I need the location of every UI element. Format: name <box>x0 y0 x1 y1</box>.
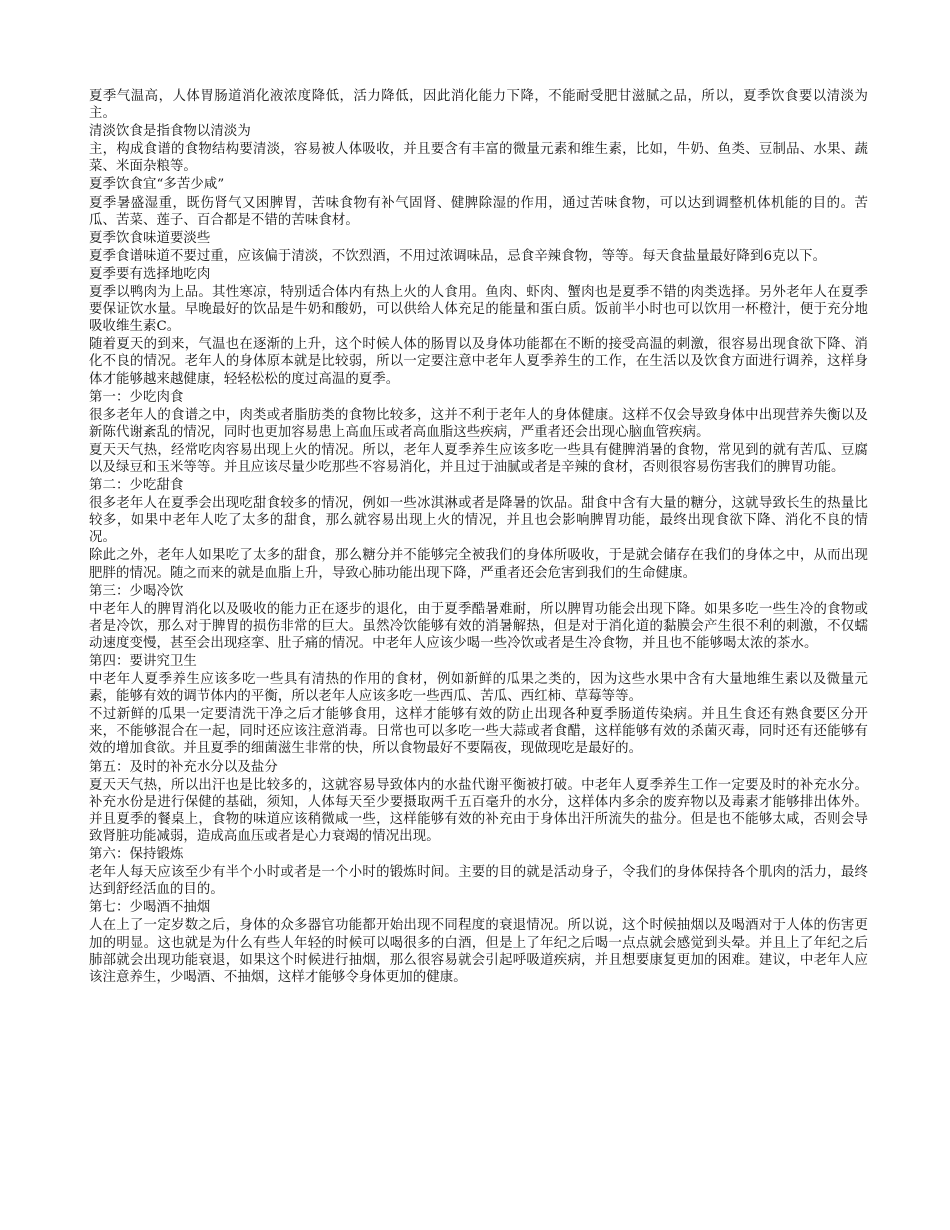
section-heading: 第七：少喝酒不抽烟 <box>89 900 211 916</box>
section-heading: 清淡饮食是指食物以清淡为 <box>89 124 251 140</box>
section-heading: 夏季要有选择地吃肉 <box>89 266 211 282</box>
body-paragraph: 很多老年人在夏季会出现吃甜食较多的情况，例如一些冰淇淋或者是降暑的饮品。甜食中含有大量的糖分，这就导致长生的热量比较多，如果中老年人吃了太多的甜食，那么就容易出现上火的情况，并且也会影响脾胃功能，最终出现食欲下降、消化不良的情况。 <box>89 496 868 546</box>
section-heading: 夏季饮食味道要淡些 <box>89 230 211 246</box>
body-paragraph: 中老年人夏季养生应该多吃一些具有清热的作用的食材，例如新鲜的瓜果之类的，因为这些水果中含有大量地维生素以及微量元素，能够有效的调节体内的平衡，所以老年人应该多吃一些西瓜、苦瓜、西红柿、草莓等等。 <box>89 672 868 705</box>
section-heading: 第二：少吃甜食 <box>89 478 184 494</box>
section-heading: 第三：少喝冷饮 <box>89 583 184 599</box>
section-heading: 第六：保持锻炼 <box>89 847 184 863</box>
body-paragraph: 除此之外，老年人如果吃了太多的甜食，那么糖分并不能够完全被我们的身体所吸收，于是就会储存在我们的身体之中，从而出现肥胖的情况。随之而来的就是血脂上升，导致心肺功能出现下降，严重者还会危害到我们的生命健康。 <box>89 548 868 581</box>
section-heading: 第五：及时的补充水分以及盐分 <box>89 759 278 775</box>
body-paragraph: 夏天天气热，所以出汗也是比较多的，这就容易导致体内的水盐代谢平衡被打破。中老年人夏季养生工作一定要及时的补充水分。补充水份是进行保健的基础，须知，人体每天至少要摄取两千五百毫升的水分，这样体内多余的废弃物以及毒素才能够排出体外。并且夏季的餐桌上，食物的味道应该稍微咸一些，这样能够有效的补充由于身体出汗所流失的盐分。但是也不能够太咸，否则会导致肾脏功能减弱，造成高血压或者是心力衰竭的情况出现。 <box>89 777 868 844</box>
body-paragraph: 人在上了一定岁数之后，身体的众多器官功能都开始出现不同程度的衰退情况。所以说，这个时候抽烟以及喝酒对于人体的伤害更加的明显。这也就是为什么有些人年轻的时候可以喝很多的白酒，但是上了年纪之后喝一点点就会感觉到头晕。并且上了年纪之后肺部就会出现功能衰退，如果这个时候进行抽烟，那么很容易就会引起呼吸道疾病，并且想要康复更加的困难。建议，中老年人应该注意养生，少喝酒、不抽烟，这样才能够令身体更加的健康。 <box>89 918 868 985</box>
body-paragraph: 随着夏天的到来，气温也在逐渐的上升，这个时候人体的肠胃以及身体功能都在不断的接受高温的刺激，很容易出现食欲下降、消化不良的情况。老年人的身体原本就是比较弱，所以一定要注意中老年人夏季养生的工作，在生活以及饮食方面进行调养，这样身体才能够越来越健康，轻轻松松的度过高温的夏季。 <box>89 337 868 387</box>
body-paragraph: 夏季暑盛湿重，既伤肾气又困脾胃，苦味食物有补气固肾、健脾除湿的作用，通过苦味食物，可以达到调整机体机能的目的。苦瓜、苦菜、莲子、百合都是不错的苦味食材。 <box>89 195 868 228</box>
body-paragraph: 夏季食谱味道不要过重，应该偏于清淡，不饮烈酒，不用过浓调味品，忌食辛辣食物，等等。每天食盐量最好降到6克以下。 <box>89 248 827 264</box>
intro-paragraph: 夏季气温高，人体胃肠道消化液浓度降低，活力降低，因此消化能力下降，不能耐受肥甘滋腻之品，所以，夏季饮食要以清淡为主。 <box>89 89 868 122</box>
section-heading: 夏季饮食宜“多苦少咸” <box>89 177 225 193</box>
body-paragraph: 夏季以鸭肉为上品。其性寒凉，特别适合体内有热上火的人食用。鱼肉、虾肉、蟹肉也是夏季不错的肉类选择。另外老年人在夏季要保证饮水量。早晚最好的饮品是牛奶和酸奶，可以供给人体充足的能量和蛋白质。饭前半小时也可以饮用一杯橙汁，便于充分地吸收维生素C。 <box>89 285 868 335</box>
body-paragraph: 很多老年人的食谱之中，肉类或者脂肪类的食物比较多，这并不利于老年人的身体健康。这样不仅会导致身体中出现营养失衡以及新陈代谢紊乱的情况，同时也更加容易患上高血压或者高血脂这些疾病，严重者还会出现心脑血管疾病。 <box>89 407 868 440</box>
section-heading: 第四：要讲究卫生 <box>89 654 197 669</box>
body-paragraph: 老年人每天应该至少有半个小时或者是一个小时的锻炼时间。主要的目的就是活动身子，令我们的身体保持各个肌肉的活力，最终达到舒经活血的目的。 <box>89 865 868 898</box>
body-paragraph: 主，构成食谱的食物结构要清淡，容易被人体吸收，并且要含有丰富的微量元素和维生素，比如，牛奶、鱼类、豆制品、水果、蔬菜、米面杂粮等。 <box>89 142 868 175</box>
body-paragraph: 夏天天气热，经常吃肉容易出现上火的情况。所以，老年人夏季养生应该多吃一些具有健脾消暑的食物，常见到的就有苦瓜、豆腐以及绿豆和玉米等等。并且应该尽量少吃那些不容易消化，并且过于油腻或者是辛辣的食材，否则很容易伤害我们的脾胃功能。 <box>89 442 868 475</box>
body-paragraph: 中老年人的脾胃消化以及吸收的能力正在逐步的退化，由于夏季酷暑难耐，所以脾胃功能会出现下降。如果多吃一些生冷的食物或者是冷饮，那么对于脾胃的损伤非常的巨大。虽然冷饮能够有效的消暑解热，但是对于消化道的黏膜会产生很不利的刺激，不仅蠕动速度变慢，甚至会出现痉挛、肚子痛的情况。中老年人应该少喝一些冷饮或者是生冷食物，并且也不能够喝太浓的茶水。 <box>89 601 868 651</box>
body-paragraph: 不过新鲜的瓜果一定要清洗干净之后才能够食用，这样才能够有效的防止出现各种夏季肠道传染病。并且生食还有熟食要区分开来，不能够混合在一起，同时还应该注意消毒。日常也可以多吃一些大蒜或者食醋，这样能够有效的杀菌灭毒，同时还有还能够有效的增加食欲。并且夏季的细菌滋生非常的快，所以食物最好不要隔夜，现做现吃是最好的。 <box>89 707 868 757</box>
section-heading: 第一：少吃肉食 <box>89 389 184 405</box>
